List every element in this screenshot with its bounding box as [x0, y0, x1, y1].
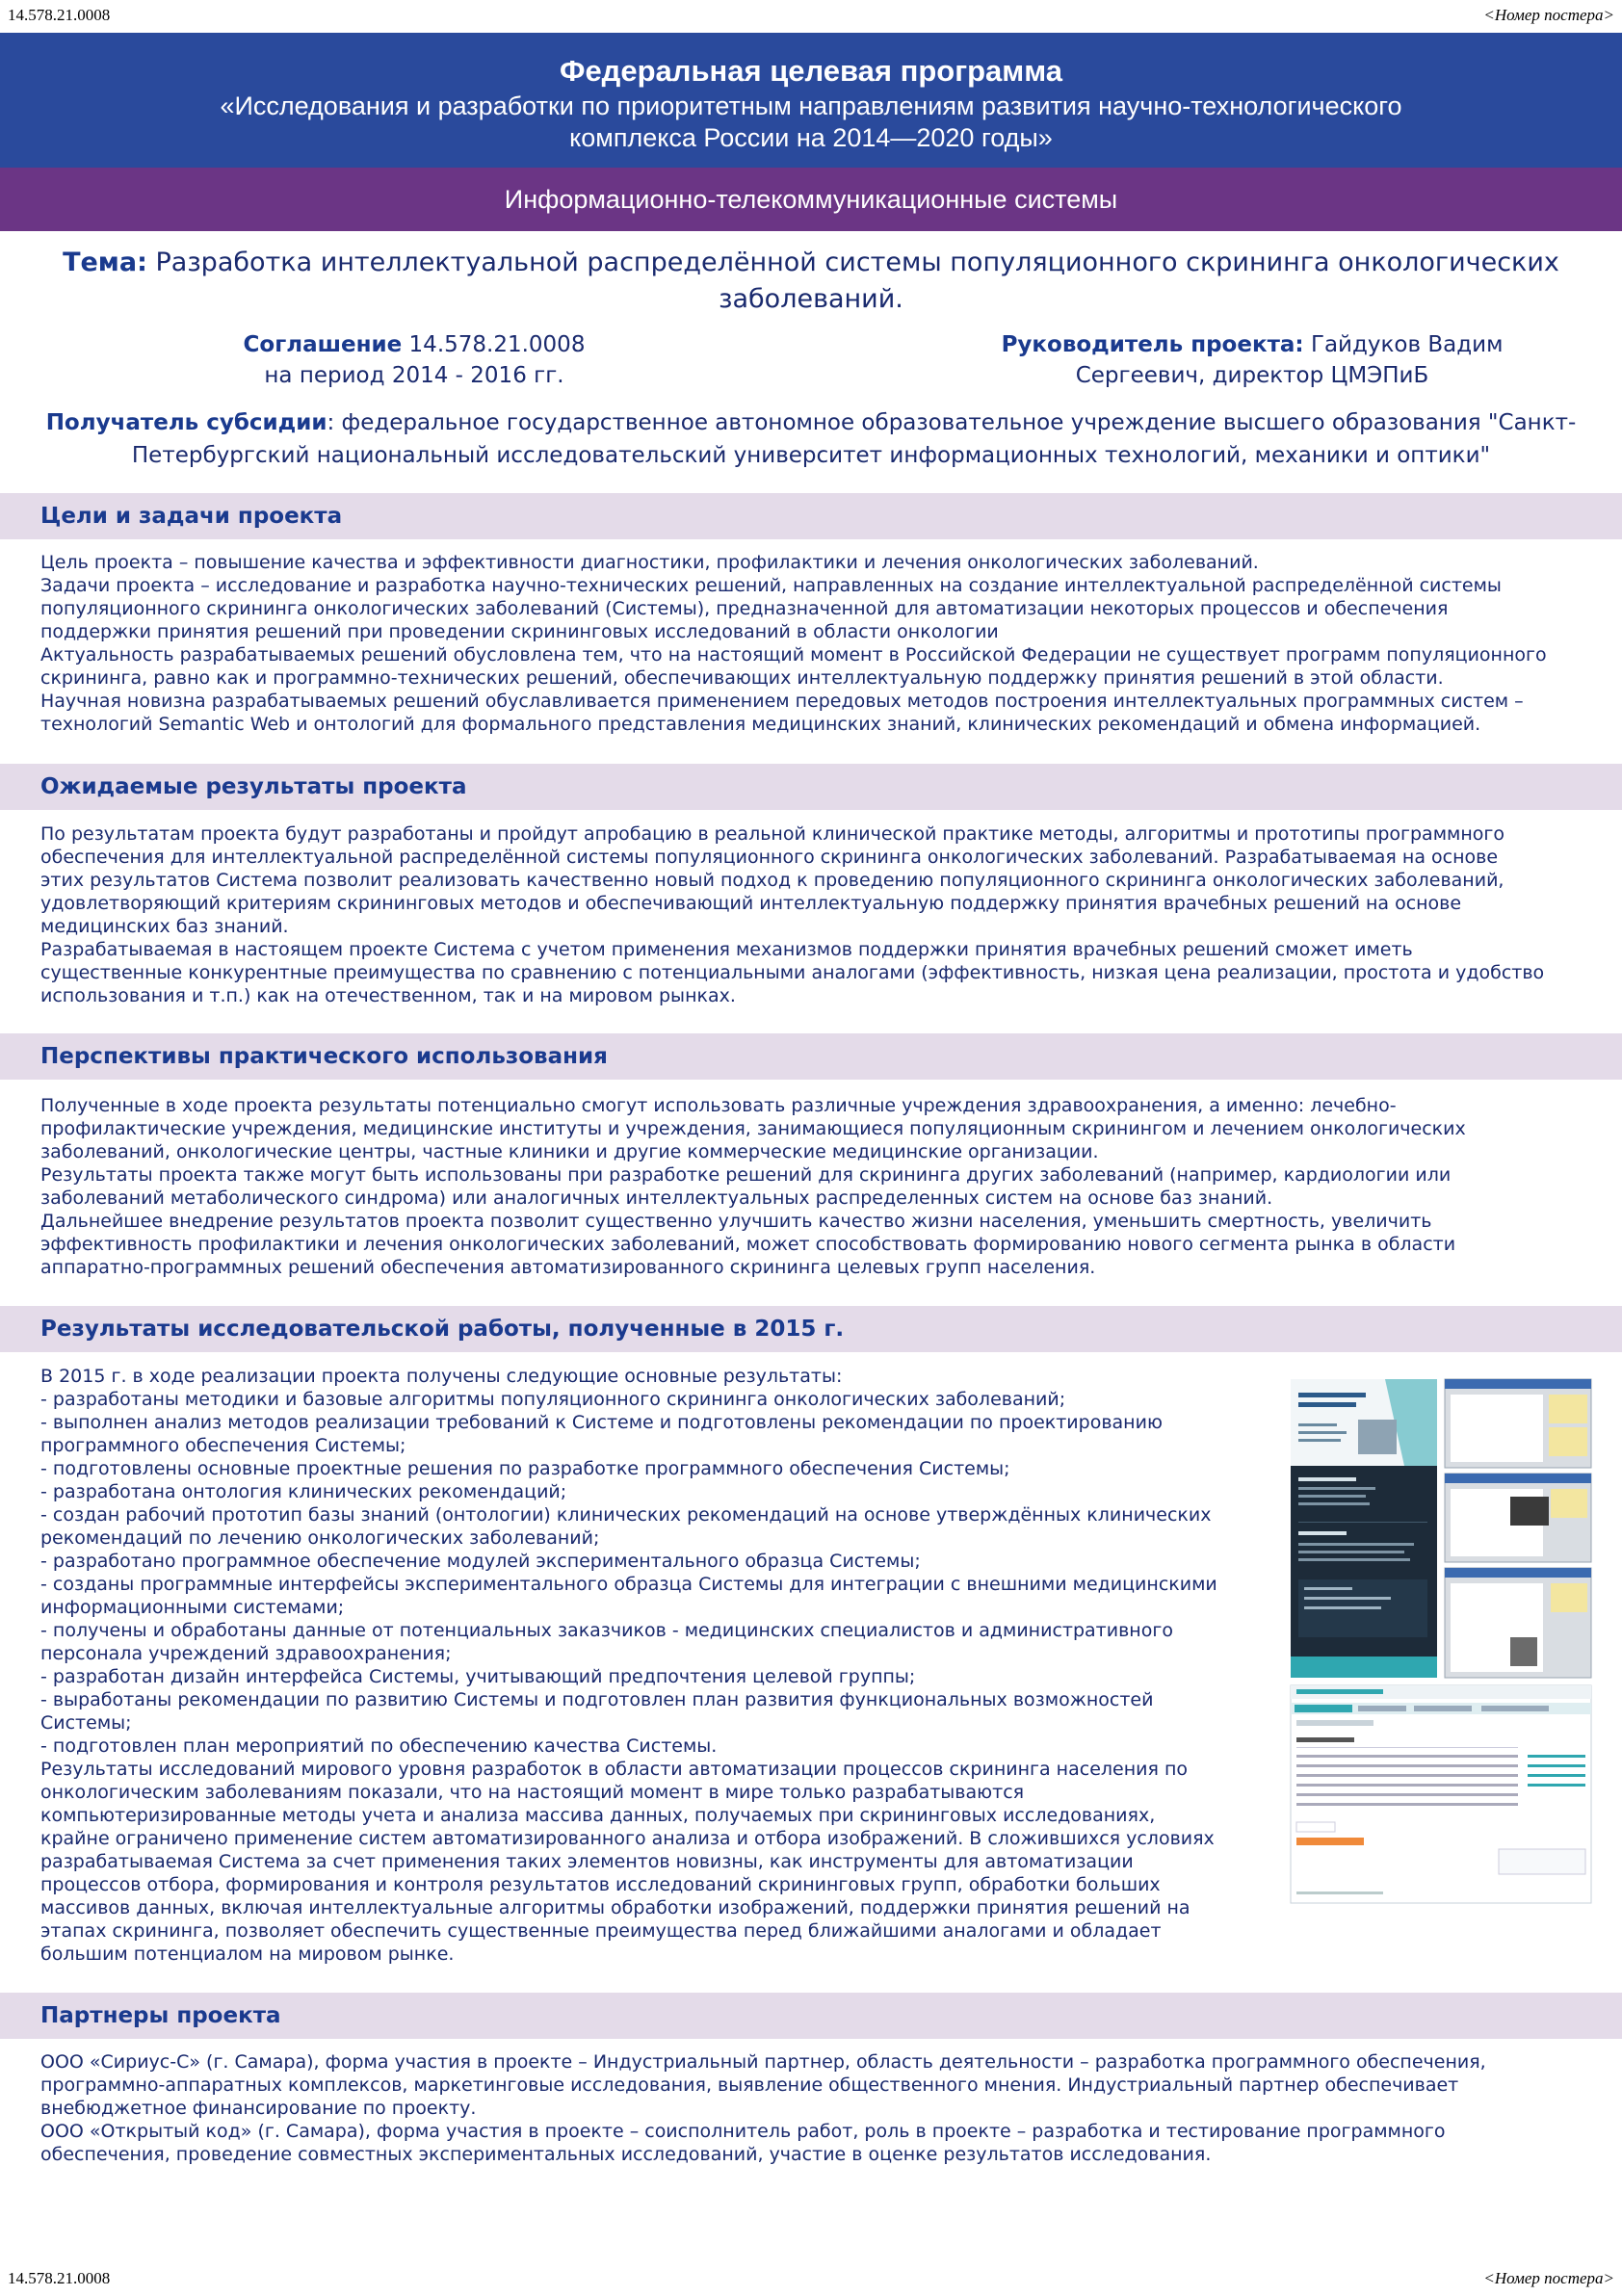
text-line: Задачи проекта – исследование и разработка научно-технических решений, направленных на создание интеллектуальной распределённой системы: [40, 575, 1502, 596]
text-line: Результаты исследований мирового уровня разработок в области автоматизации процессов скрининга населения по: [40, 1759, 1189, 1780]
code-top-left: 14.578.21.0008: [8, 6, 111, 24]
text-line: Системы;: [40, 1712, 132, 1734]
program-header: [0, 33, 1622, 168]
text-line: - подготовлен план мероприятий по обеспечению качества Системы.: [40, 1735, 718, 1757]
text-line: процессов отбора, формирования и контроля результатов исследований скрининговых групп, обработки больших: [40, 1874, 1161, 1895]
recipient-label: Получатель субсидии: [45, 410, 327, 435]
text-line: программно-аппаратных комплексов, маркетинговые исследования, выявление общественного мнения. Индустриальный партнер обеспечивает: [40, 2074, 1459, 2096]
text-line: скрининга, равно как и программно-технических решений, обеспечивающих интеллектуальную поддержку принятия решений в этой области.: [40, 667, 1444, 689]
program-title: Федеральная целевая программа: [559, 54, 1062, 88]
topic: [39, 245, 1583, 318]
text-line: заболеваний, онкологические центры, частные клиники и другие коммерческие медицинские организации.: [40, 1141, 1099, 1162]
section-prospects-title: Перспективы практического использования: [0, 1033, 1622, 1080]
text-line: - разработана онтология клинических рекомендаций;: [40, 1481, 567, 1502]
leader-name-2: Сергеевич, директор ЦМЭПиБ: [1075, 363, 1429, 388]
section-partners-title: Партнеры проекта: [0, 1993, 1622, 2039]
text-line: Полученные в ходе проекта результаты потенциально смогут использовать различные учреждения здравоохранения, а именно: лечебно-: [40, 1095, 1397, 1116]
text-line: ООО «Открытый код» (г. Самара), форма участия в проекте – соисполнитель работ, роль в проекте – разработка и тестирование программного: [40, 2121, 1446, 2142]
text-line: эффективность профилактики и лечения онкологических заболеваний, может способствовать формированию нового сегмента рынка в области: [40, 1234, 1456, 1255]
text-line: - выработаны рекомендации по развитию Системы и подготовлен план развития функциональных возможностей: [40, 1689, 1154, 1710]
subsidy-recipient: [19, 406, 1603, 472]
text-line: обеспечения, проведение совместных экспериментальных исследований, участие в оценке результатов исследования.: [40, 2144, 1212, 2165]
section-partners-body: [40, 2050, 1591, 2166]
text-line: большим потенциалом на мировом рынке.: [40, 1944, 455, 1965]
text-line: - получены и обработаны данные от потенциальных заказчиков - медицинских специалистов и административного: [40, 1620, 1173, 1641]
text-line: крайне ограничено применение систем автоматизированного анализа и отбора изображений. В сложившихся условиях: [40, 1828, 1215, 1849]
text-line: Цель проекта – повышение качества и эффективности диагностики, профилактики и лечения онкологических заболеваний.: [40, 552, 1259, 573]
text-line: ООО «Сириус-С» (г. Самара), форма участия в проекте – Индустриальный партнер, область деятельности – разработка программного обеспечения,: [40, 2051, 1486, 2073]
text-line: компьютеризированные методы учета и анализа массива данных, получаемых при скрининговых исследованиях,: [40, 1805, 1156, 1826]
text-line: удовлетворяющий критериям скрининговых методов и обеспечивающий интеллектуальную поддержку принятия врачебных решений на основе: [40, 893, 1462, 914]
text-line: использования и т.п.) как на отечественном, так и на мировом рынках.: [40, 985, 736, 1006]
text-line: программного обеспечения Системы;: [40, 1435, 406, 1456]
agreement-number: 14.578.21.0008: [408, 332, 586, 357]
text-line: - создан рабочий прототип базы знаний (онтологии) клинических рекомендаций на основе утверждённых клинических: [40, 1504, 1212, 1526]
text-line: разрабатываемая Система за счет применения таких элементов новизны, как инструменты для автоматизации: [40, 1851, 1134, 1872]
section-expected-body: [40, 822, 1591, 1007]
text-line: - разработано программное обеспечение модулей экспериментального образца Системы;: [40, 1551, 921, 1572]
text-line: - созданы программные интерфейсы экспериментального образца Системы для интеграции с внешними медицинскими: [40, 1574, 1217, 1595]
section-expected-title: Ожидаемые результаты проекта: [0, 764, 1622, 810]
text-line: - разработаны методики и базовые алгоритмы популяционного скрининга онкологических заболеваний;: [40, 1389, 1066, 1410]
text-line: Результаты проекта также могут быть использованы при разработке решений для скрининга других заболеваний (например, кардиологии или: [40, 1164, 1452, 1186]
recipient-text: : федеральное государственное автономное образовательное учреждение высшего образования "Санкт-Петербургский национальный исследовательский университет информационных технологий, механики и оптики": [131, 410, 1577, 468]
text-line: - разработан дизайн интерфейса Системы, учитывающий предпочтения целевой группы;: [40, 1666, 916, 1687]
text-line: Актуальность разрабатываемых решений обусловлена тем, что на настоящий момент в Российской Федерации не существует программ популяционного: [40, 644, 1547, 665]
text-line: поддержки принятия решений при проведении скрининговых исследований в области онкологии: [40, 621, 999, 642]
text-line: заболеваний метаболического синдрома) или аналогичных интеллектуальных распределенных систем на основе баз знаний.: [40, 1187, 1273, 1209]
text-line: этапах скрининга, позволяет обеспечить существенные преимущества перед ближайшими аналогами и обладает: [40, 1920, 1162, 1942]
text-line: Научная новизна разрабатываемых решений обуславливается применением передовых методов построения интеллектуальных программных систем –: [40, 691, 1524, 712]
text-line: рекомендаций по лечению онкологических заболеваний;: [40, 1527, 600, 1549]
text-line: Разрабатываемая в настоящем проекте Система с учетом применения механизмов поддержки принятия врачебных решений сможет иметь: [40, 939, 1413, 960]
text-line: медицинских баз знаний.: [40, 916, 289, 937]
section-goals-title: Цели и задачи проекта: [0, 493, 1622, 539]
text-line: персонала учреждений здравоохранения;: [40, 1643, 452, 1664]
poster-number-bottom-right: <Номер постера>: [1483, 2269, 1614, 2287]
agreement: [164, 329, 665, 391]
text-line: существенные конкурентные преимущества по сравнению с потенциальными аналогами (эффективность, низкая цена реализации, простота и удобство: [40, 962, 1545, 983]
system-interface-screenshots: [1289, 1377, 1593, 1905]
section-results-title: Результаты исследовательской работы, полученные в 2015 г.: [0, 1306, 1622, 1352]
project-leader: [925, 329, 1580, 391]
topic-text: Разработка интеллектуальной распределённой системы популяционного скрининга онкологических заболеваний.: [155, 248, 1559, 314]
text-line: обеспечения для интеллектуальной распределённой системы популяционного скрининга онкологических заболеваний. Разрабатываемая на основе: [40, 847, 1499, 868]
text-line: - подготовлены основные проектные решения по разработке программного обеспечения Системы;: [40, 1458, 1010, 1479]
text-line: онкологическим заболеваниям показали, что на настоящий момент в мире только разрабатываются: [40, 1782, 1025, 1803]
agreement-label: Соглашение: [243, 332, 403, 357]
leader-name: Гайдуков Вадим: [1310, 332, 1504, 357]
section-prospects-body: [40, 1094, 1591, 1279]
text-line: технологий Semantic Web и онтологий для формального представления медицинских знаний, клинических рекомендаций и обмена информацией.: [40, 714, 1481, 735]
text-line: этих результатов Система позволит реализовать качественно новый подход к проведению популяционного скрининга онкологических заболеваний,: [40, 870, 1504, 891]
text-line: популяционного скрининга онкологических заболеваний (Системы), предназначенной для автоматизации некоторых процессов и обеспечения: [40, 598, 1449, 619]
section-results-body: [40, 1365, 1283, 1966]
agreement-period: на период 2014 - 2016 гг.: [264, 363, 564, 388]
direction-banner: Информационно-телекоммуникационные системы: [0, 168, 1622, 231]
text-line: По результатам проекта будут разработаны и пройдут апробацию в реальной клинической практике методы, алгоритмы и прототипы программного: [40, 823, 1505, 845]
text-line: аппаратно-программных решений обеспечения автоматизированного скрининга целевых групп населения.: [40, 1257, 1096, 1278]
screenshots-illustration: [1289, 1377, 1593, 1905]
section-goals-body: [40, 551, 1591, 736]
text-line: В 2015 г. в ходе реализации проекта получены следующие основные результаты:: [40, 1366, 843, 1387]
text-line: массивов данных, включая интеллектуальные алгоритмы обработки изображений, поддержки принятия решений на: [40, 1897, 1190, 1918]
program-subtitle-1: «Исследования и разработки по приоритетным направлениям развития научно-технологического: [220, 91, 1402, 120]
poster-number-top-right: <Номер постера>: [1483, 6, 1614, 24]
program-subtitle-2: комплекса России на 2014—2020 годы»: [569, 123, 1053, 152]
code-bottom-left: 14.578.21.0008: [8, 2269, 111, 2287]
text-line: Дальнейшее внедрение результатов проекта позволит существенно улучшить качество жизни населения, уменьшить смертность, увеличить: [40, 1211, 1432, 1232]
text-line: - выполнен анализ методов реализации требований к Системе и подготовлены рекомендации по проектированию: [40, 1412, 1163, 1433]
topic-label: Тема:: [63, 248, 147, 277]
text-line: информационными системами;: [40, 1597, 345, 1618]
leader-label: Руководитель проекта:: [1001, 332, 1304, 357]
text-line: внебюджетное финансирование по проекту.: [40, 2098, 477, 2119]
text-line: профилактические учреждения, медицинские институты и учреждения, занимающиеся популяционным скринингом и лечением онкологических: [40, 1118, 1466, 1139]
